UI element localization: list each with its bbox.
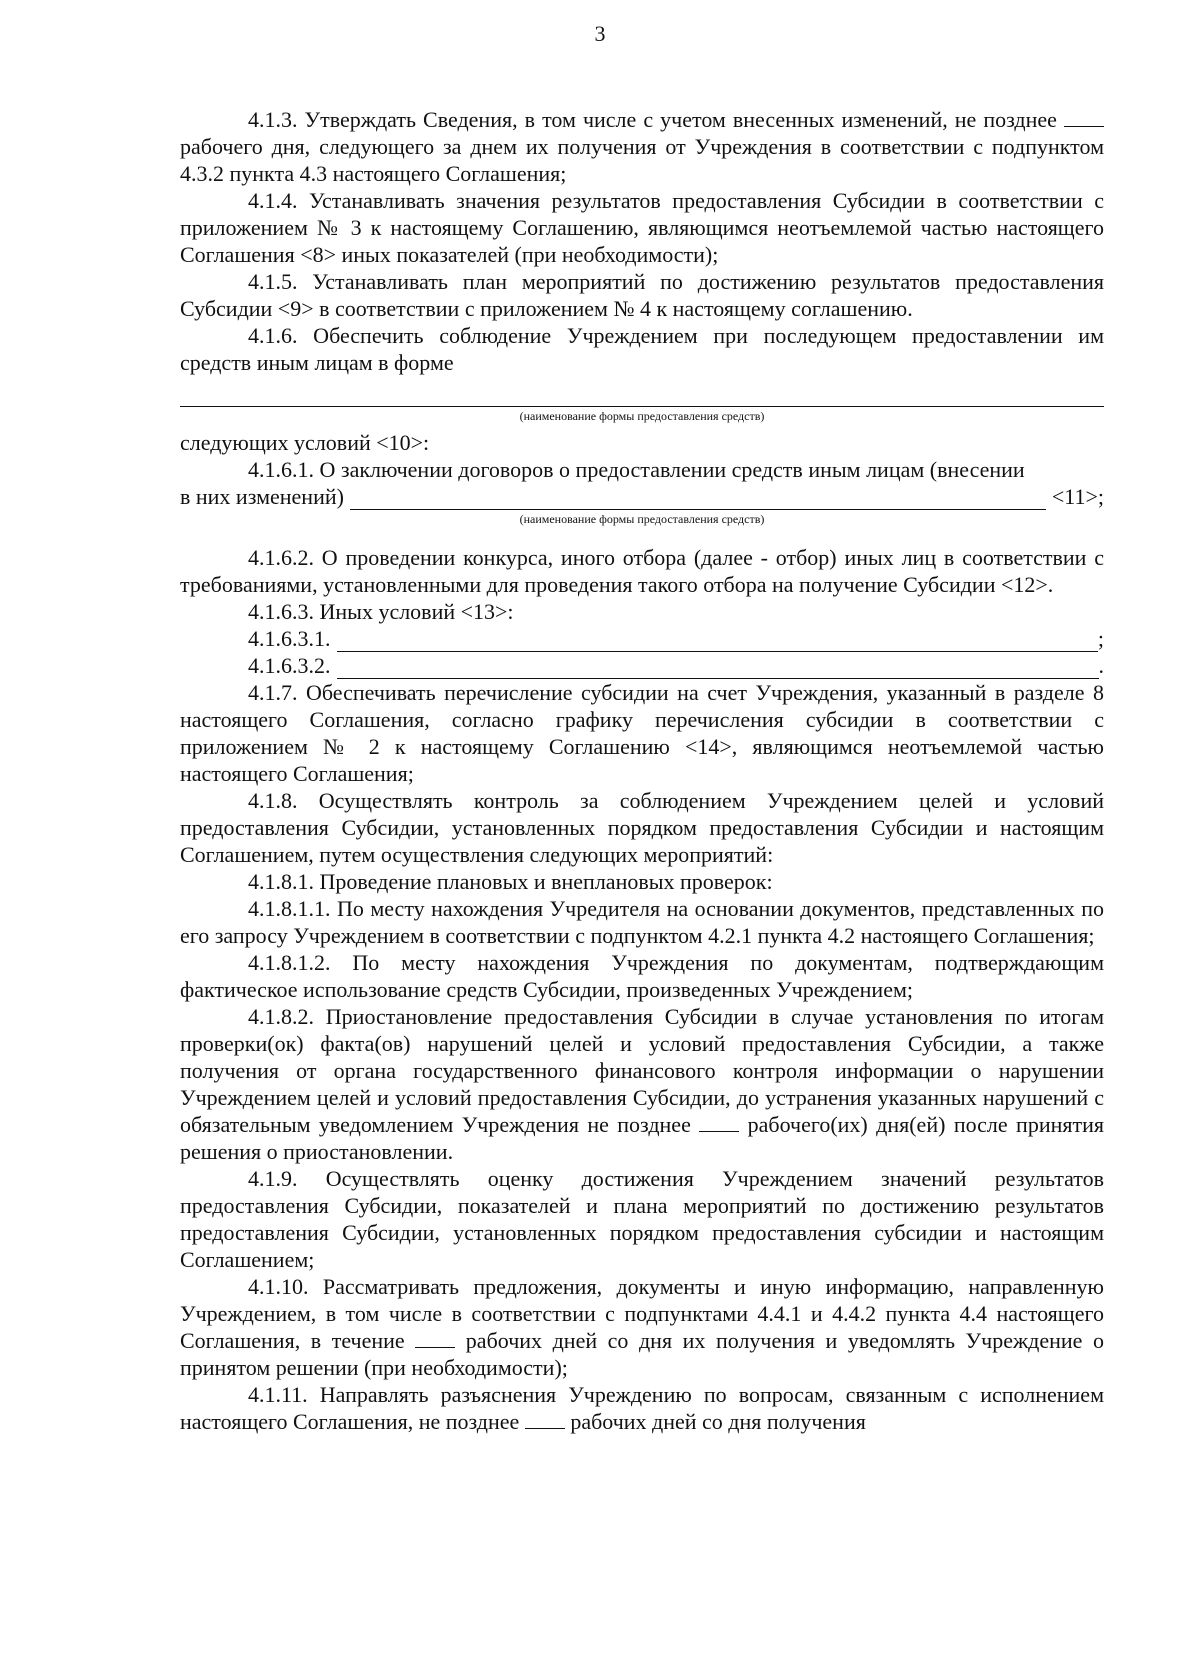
conditions-intro: следующих условий <10>:: [180, 430, 430, 455]
blank-line: [337, 658, 1099, 679]
clause-4-1-3: [180, 106, 1104, 187]
clause-text: 4.1.10. Рассматривать предложения, документы и иную информацию, направленную Учреждением, в том числе в соответствии с подпунктами 4.4.1 и 4.4.2 пункта 4.4 настоящего Соглашения, в течение: [180, 1274, 1104, 1353]
clause-number: 4.1.6.3.2.: [248, 653, 331, 678]
clause-4-1-7: 4.1.7. Обеспечивать перечисление субсидии на счет Учреждения, указанный в разделе 8 настоящего Соглашения, согласно графику перечисления субсидии в соответствии с приложением № 2 к настоящему Соглашению <14>, являющимся неотъемлемой частью настоящего Соглашения;: [180, 680, 1104, 786]
clause-text: 4.1.3. Утверждать Сведения, в том числе с учетом внесенных изменений, не позднее: [248, 107, 1064, 132]
form-name-line: [180, 384, 1104, 407]
clause-4-1-8-1-2: 4.1.8.1.2. По месту нахождения Учреждения по документам, подтверждающим фактическое использование средств Субсидии, произведенных Учреждением;: [180, 950, 1104, 1002]
clause-4-1-6: 4.1.6. Обеспечить соблюдение Учреждением при последующем предоставлении им средств иным лицам в форме: [180, 323, 1104, 375]
clause-4-1-9: 4.1.9. Осуществлять оценку достижения Учреждением значений результатов предоставления Субсидии, показателей и плана мероприятий по достижению результатов предоставления Субсидии, установленных порядком предоставления субсидии и настоящим Соглашением;: [180, 1166, 1104, 1272]
blank-line: [350, 489, 1046, 510]
clause-text: рабочих дней со дня их получения и уведомлять Учреждение о принятом решении (при необходимости);: [180, 1328, 1104, 1380]
clause-4-1-6-1: 4.1.6.1. О заключении договоров о предоставлении средств иным лицам (внесении: [248, 457, 1025, 482]
clause-text: рабочих дней со дня получения: [564, 1409, 866, 1434]
clause-text: 4.1.11. Направлять разъяснения Учреждению по вопросам, связанным с исполнением настоящего Соглашения, не позднее: [180, 1382, 1104, 1434]
clause-text: рабочего дня, следующего за днем их получения от Учреждения в соответствии с подпунктом 4.3.2 пункта 4.3 настоящего Соглашения;: [180, 134, 1104, 186]
blank-line: [337, 631, 1098, 652]
document-body: [180, 106, 1104, 1435]
clause-text: рабочего(их) дня(ей) после принятия решения о приостановлении.: [180, 1112, 1104, 1164]
clause-text: 4.1.8.2. Приостановление предоставления Субсидии в случае установления по итогам проверки(ок) факта(ов) нарушений целей и условий предоставления Субсидии, а также получения от органа государственного финансового контроля информации о нарушении Учреждением целей и условий предоставления Субсидии, до устранения указанных нарушений с обязательным уведомлением Учреждения не позднее: [180, 1004, 1104, 1137]
clause-4-1-10: [180, 1273, 1104, 1381]
clause-4-1-6-3: 4.1.6.3. Иных условий <13>:: [248, 599, 514, 624]
clause-4-1-8-2: [180, 1003, 1104, 1165]
clause-number: 4.1.6.3.1.: [248, 626, 331, 651]
form-name-caption: (наименование формы предоставления средств): [519, 409, 765, 423]
clause-4-1-8: 4.1.8. Осуществлять контроль за соблюдением Учреждением целей и условий предоставления Субсидии, установленных порядком предоставления Субсидии и настоящим Соглашением, путем осуществления следующих мероприятий:: [180, 788, 1104, 867]
clause-4-1-6-2: 4.1.6.2. О проведении конкурса, иного отбора (далее - отбор) иных лиц в соответствии с требованиями, установленными для проведения такого отбора на получение Субсидии <12>.: [180, 545, 1104, 597]
clause-4-1-6-3-1: [180, 625, 1104, 652]
blank-field: [699, 1115, 739, 1132]
blank-field: [525, 1412, 565, 1429]
clause-4-1-8-1-1: 4.1.8.1.1. По месту нахождения Учредителя на основании документов, представленных по его запросу Учреждением в соответствии с подпунктом 4.2.1 пункта 4.2 настоящего Соглашения;: [180, 896, 1104, 948]
form-name-caption-2: (наименование формы предоставления средств): [519, 512, 765, 526]
clause-4-1-11: [180, 1381, 1104, 1435]
clause-4-1-5: 4.1.5. Устанавливать план мероприятий по достижению результатов предоставления Субсидии <9> в соответствии с приложением № 4 к настоящему соглашению.: [180, 269, 1104, 321]
clause-text: в них изменений): [180, 484, 344, 509]
clause-4-1-8-1: 4.1.8.1. Проведение плановых и внеплановых проверок:: [248, 869, 773, 894]
page-number: 3: [594, 21, 606, 46]
blank-field: [1064, 110, 1104, 127]
punctuation: ;: [1097, 626, 1104, 651]
punctuation: .: [1098, 653, 1104, 678]
footnote-ref: <11>;: [1051, 484, 1104, 509]
clause-4-1-6-1-line: [180, 483, 1104, 510]
clause-4-1-4: 4.1.4. Устанавливать значения результатов предоставления Субсидии в соответствии с приложением № 3 к настоящему Соглашению, являющимся неотъемлемой частью настоящего Соглашения <8> иных показателей (при необходимости);: [180, 188, 1104, 267]
blank-field: [415, 1331, 455, 1348]
clause-4-1-6-3-2: [180, 652, 1104, 679]
